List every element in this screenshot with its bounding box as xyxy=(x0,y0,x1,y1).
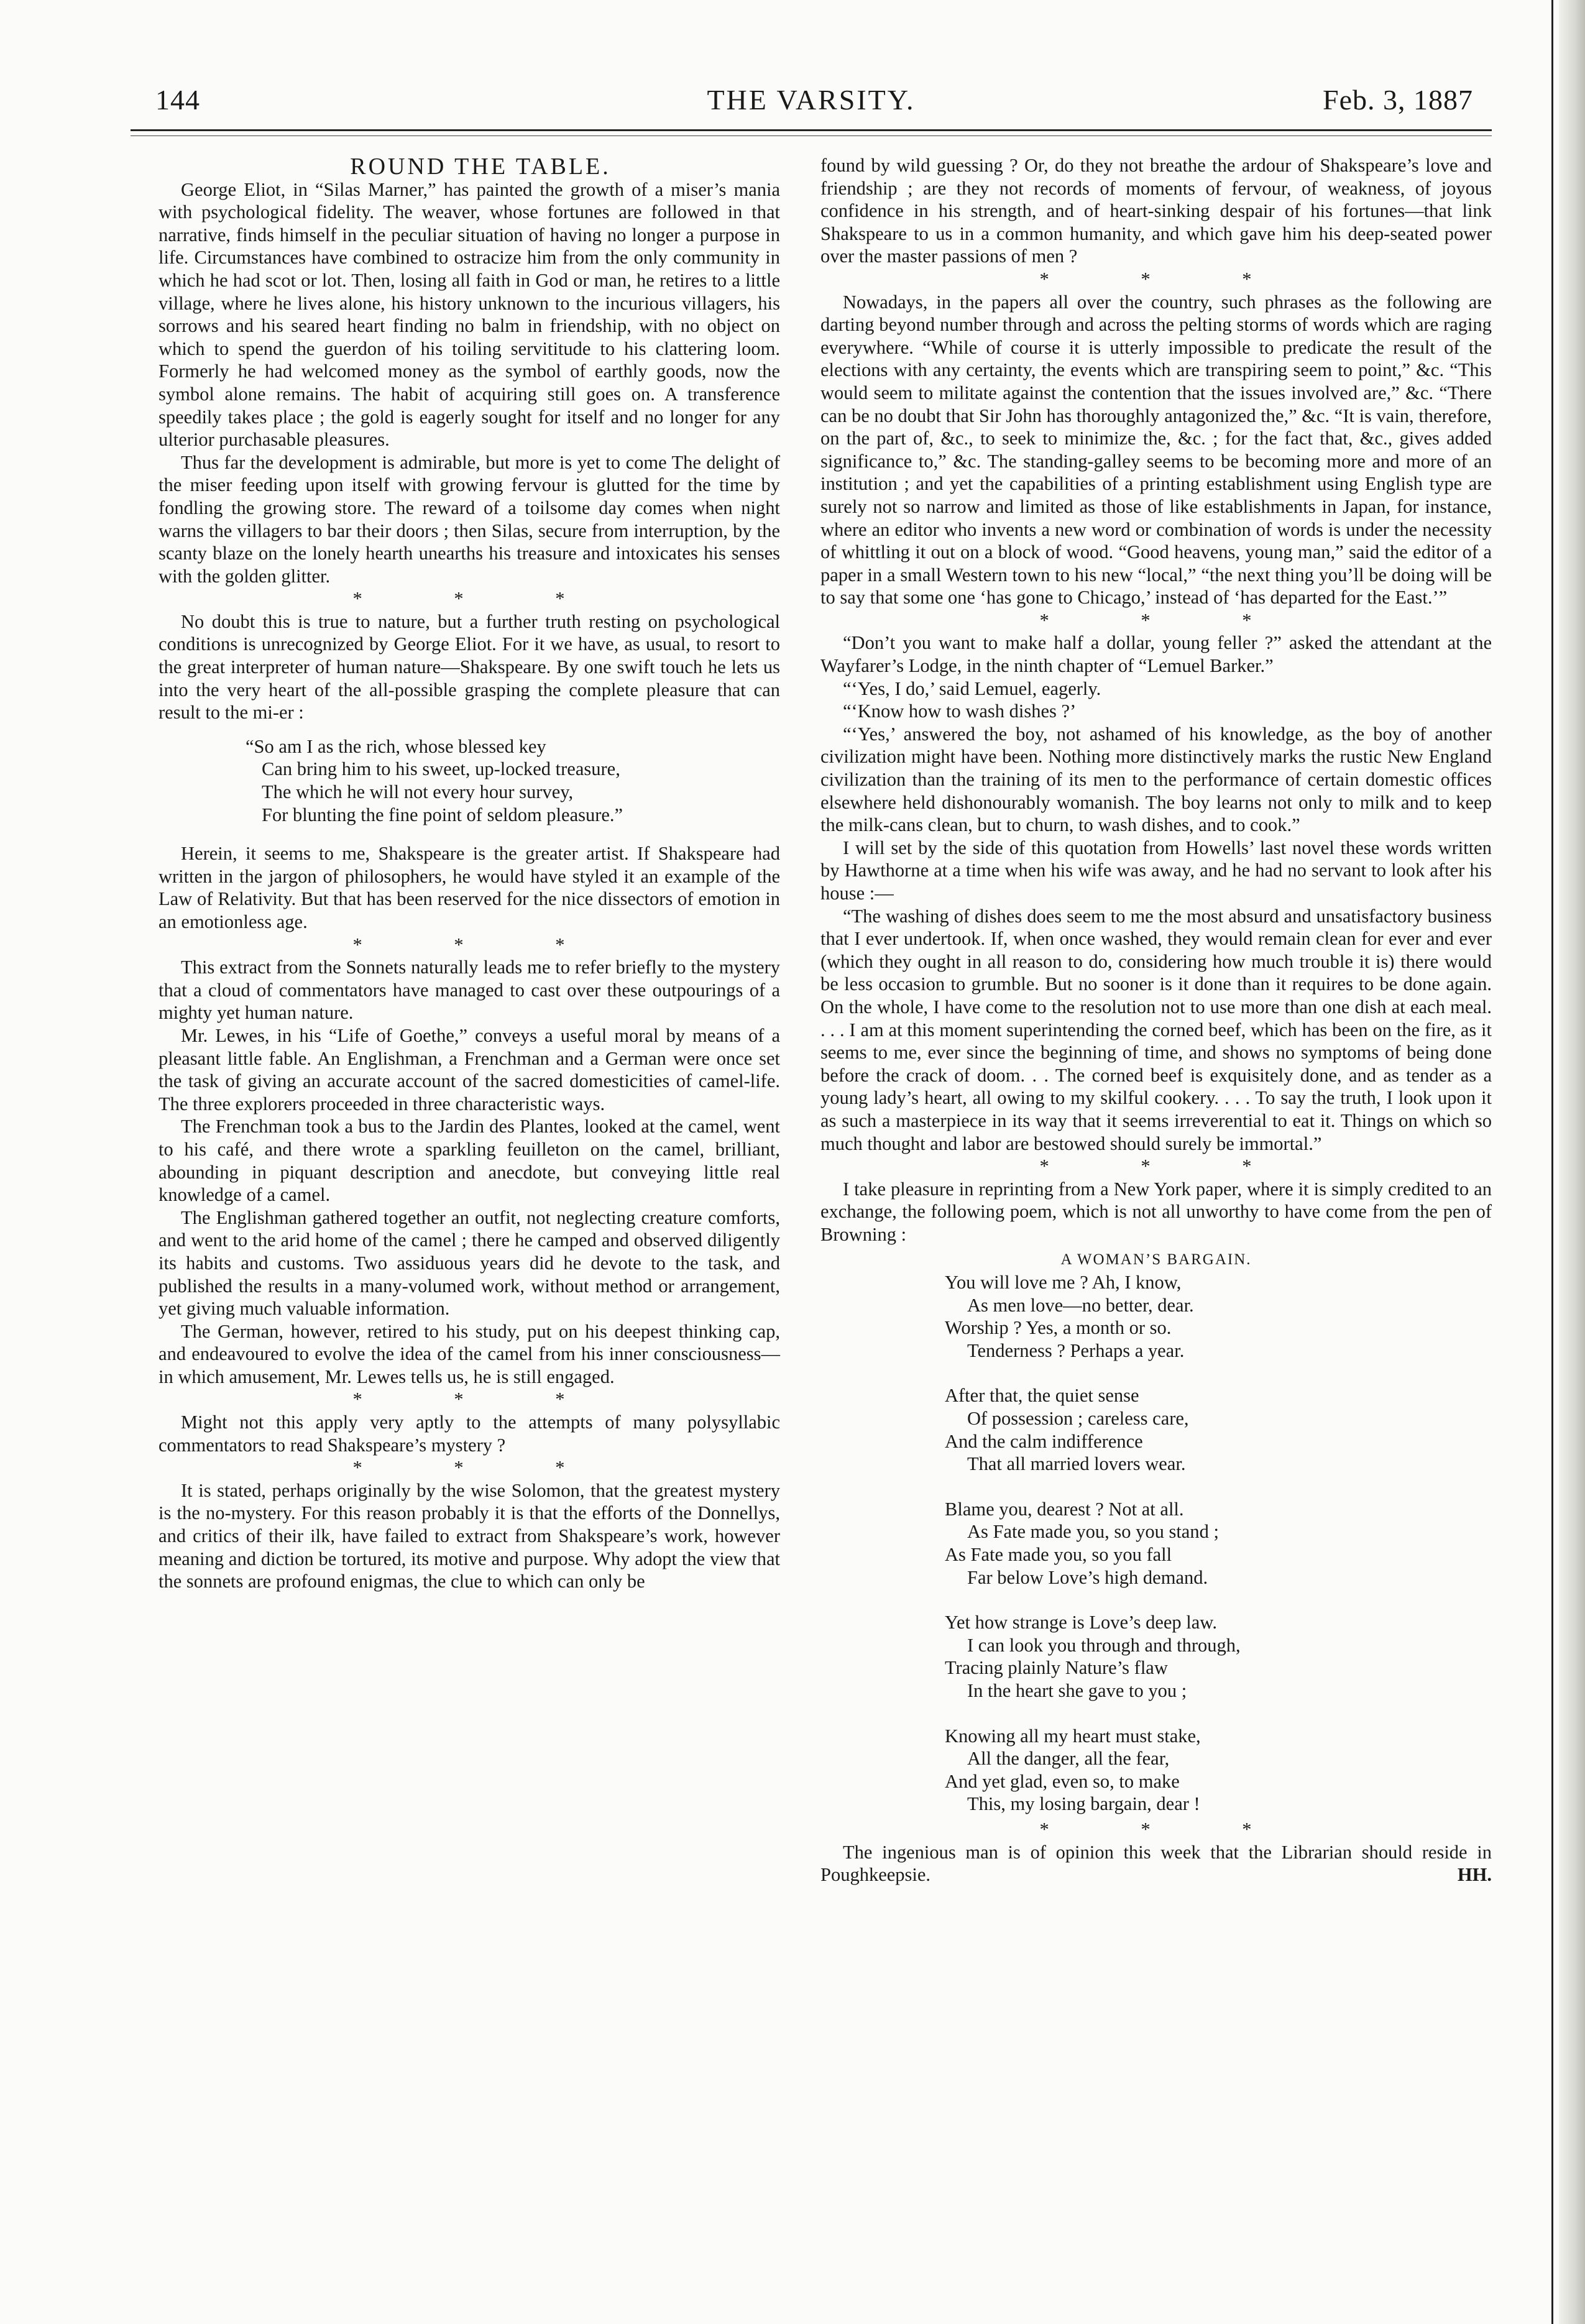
masthead-title: THE VARSITY. xyxy=(707,84,916,116)
poem-stanza xyxy=(945,1611,1492,1702)
poem-line: As Fate made you, so you stand ; xyxy=(967,1521,1219,1543)
poem-line: I can look you through and through, xyxy=(967,1634,1241,1656)
paragraph: “Don’t you want to make half a dollar, young feller ?” asked the attendant at the Wayfarer’s Lodge, in the ninth chapter of “Lemuel Barker.” xyxy=(820,632,1492,677)
paragraph: George Eliot, in “Silas Marner,” has painted the growth of a miser’s mania with psychological fidelity. The weaver, whose fortunes are followed in that narrative, finds himself in the peculiar situation of having no longer a purpose in life. Circumstances have combined to ostracize him from the only community in which he had scot or lot. Then, losing all faith in God or man, he retires to a little village, where he lives alone, his history unknown to the incurious villagers, his sorrows and his seared heart finding no balm in friendship, with no object on which to spend the guerdon of his toiling servititude to his clattering loom. Formerly he had welcomed money as the symbol of earthly goods, now the symbol alone remains. The habit of acquiring still goes on. A transference speedily takes place ; the gold is eagerly sought for itself and no longer for any ulterior purchasable pleasures. xyxy=(158,178,780,451)
header-rule-thick xyxy=(131,129,1492,131)
page-number: 144 xyxy=(155,84,200,116)
paragraph: The German, however, retired to his study, put on his deepest thinking cap, and endeavoured to evolve the idea of the camel from his inner consciousness—in which amusement, Mr. Lewes tells us, he is still engaged. xyxy=(158,1320,780,1387)
paragraph: Nowadays, in the papers all over the country, such phrases as the following are darting beyond number through and across the pelting storms of words which are raging everywhere. “While of course it is utterly impossible to predicate the result of the elections with any certainty, the events which are transpiring seem to point,” &c. “This would seem to militate against the contention that the issues involved are,” &c. “There can be no doubt that Sir John has thoroughly antagonized the,” &c. “It is vain, therefore, on the part of, &c., to seek to minimize the, &c. ; for the fact that, &c., gives added significance to,” &c. The standing-galley seems to be becoming more and more of an institution ; and yet the capabilities of a printing establishment using English type are surely not so narrow and limited as those of like establishments in Japan, for instance, where an editor who invents a new word or combination of words is under the necessity of whittling it out on a block of wood. “Good heavens, young man,” said the editor of a paper in a small Western town to his new “local,” “the next thing you’ll be doing will be to say that some one ‘has gone to Chicago,’ instead of ‘has departed for the East.’” xyxy=(820,291,1492,609)
paragraph: I take pleasure in reprinting from a New York paper, where it is simply credited to an exchange, the following poem, which is not all unworthy to have come from the pen of Browning : xyxy=(820,1178,1492,1245)
section-divider: * * * xyxy=(352,588,609,610)
paragraph: Thus far the development is admirable, but more is yet to come The delight of the miser feeding upon itself with growing fervour is glutted for the time by fondling the growing store. The reward of a toilsome day comes when night warns the villagers to bar their doors ; then Silas, secure from interruption, by the scanty blaze on the lonely hearth unearths his treasure and intoxicates his senses with the golden glitter. xyxy=(158,451,780,587)
section-divider: * * * xyxy=(352,934,609,955)
paragraph: I will set by the side of this quotation from Howells’ last novel these words written by Hawthorne at a time when his wife was away, and he had no servant to look after his house :— xyxy=(820,837,1492,904)
author-signature: HH. xyxy=(1457,1864,1492,1886)
poem-stanza xyxy=(945,1498,1492,1589)
paragraph: It is stated, perhaps originally by the wise Solomon, that the greatest mystery is the no-mystery. For this reason probably it is that the efforts of the Donnellys, and critics of their ilk, have failed to extract from Shakspeare’s work, however meaning and diction be tortured, its motive and purpose. Why adopt the view that the sonnets are profound enigmas, the clue to which can only be xyxy=(158,1479,780,1592)
poem-line: And yet glad, even so, to make xyxy=(945,1770,1180,1792)
poem-line: Tenderness ? Perhaps a year. xyxy=(967,1339,1185,1361)
paragraph: Might not this apply very aptly to the attempts of many polysyllabic commentators to read Shakspeare’s mystery ? xyxy=(158,1412,780,1456)
closing-note: The ingenious man is of opinion this week that the Librarian should reside in Poughkeepsie. xyxy=(820,1841,1492,1886)
poem-line: As men love—no better, dear. xyxy=(967,1294,1194,1316)
section-divider: * * * xyxy=(1039,268,1295,290)
paragraph xyxy=(820,1841,1492,1886)
poem xyxy=(945,1249,1492,1816)
paragraph: No doubt this is true to nature, but a further truth resting on psychological conditions is unrecognized by George Eliot. For it we have, as usual, to resort to the great interpreter of human nature—Shakspeare. By one swift touch he lets us into the very heart of the all-possible grasping the complete pleasure that can result to the mi-er : xyxy=(158,610,780,723)
poem-line: Blame you, dearest ? Not at all. xyxy=(945,1498,1184,1520)
poem-line: All the danger, all the fear, xyxy=(967,1748,1170,1770)
section-divider: * * * xyxy=(352,1389,609,1410)
poem-line: This, my losing bargain, dear ! xyxy=(967,1793,1200,1815)
section-divider: * * * xyxy=(1039,1155,1295,1177)
poem-line: And the calm indifference xyxy=(945,1430,1143,1452)
paragraph: Herein, it seems to me, Shakspeare is the greater artist. If Shakspeare had written in the jargon of philosophers, he would have styled it an example of the Law of Relativity. But that has been reserved for the nice dissectors of emotion in an emotionless age. xyxy=(158,843,780,932)
section-divider: * * * xyxy=(1039,1818,1295,1840)
poem-line: Yet how strange is Love’s deep law. xyxy=(945,1612,1217,1633)
poem-stanza xyxy=(945,1725,1492,1816)
poem-line: After that, the quiet sense xyxy=(945,1385,1139,1407)
poem-line: You will love me ? Ah, I know, xyxy=(945,1272,1182,1293)
poem-title: A WOMAN’S BARGAIN. xyxy=(1060,1251,1252,1268)
paragraph: Mr. Lewes, in his “Life of Goethe,” conveys a useful moral by means of a pleasant little fable. An Englishman, a Frenchman and a German were once set the task of giving an accurate account of the sacred domesticities of camel-life. The three explorers proceeded in three characteristic ways. xyxy=(158,1024,780,1114)
sonnet-quote xyxy=(246,735,780,826)
poem-line: That all married lovers wear. xyxy=(967,1453,1186,1475)
left-column xyxy=(158,155,780,1593)
section-divider: * * * xyxy=(352,1457,609,1479)
paragraph: “‘Yes, I do,’ said Lemuel, eagerly. xyxy=(843,677,1101,699)
poem-stanza xyxy=(945,1271,1492,1362)
paragraph: The Frenchman took a bus to the Jardin des Plantes, looked at the camel, went to his café, and there wrote a sparkling feuilleton on the camel, brilliant, abounding in piquant description and anecdote, but conveying little real knowledge of a camel. xyxy=(158,1116,780,1206)
quote-line: For blunting the fine point of seldom pleasure.” xyxy=(262,804,623,825)
paragraph: “‘Yes,’ answered the boy, not ashamed of his knowledge, as the boy of another civilization might have been. Nothing more distinctively marks the rustic New England civilization than the training of its men to the performance of certain domestic offices elsewhere held dishonourably womanish. The boy learns not only to milk and to keep the milk-cans clean, but to churn, to wash dishes, and to cook.” xyxy=(820,723,1492,836)
poem-line: Of possession ; careless care, xyxy=(967,1408,1189,1430)
paragraph: “The washing of dishes does seem to me the most absurd and unsatisfactory business that I ever undertook. If, when once washed, they would remain clean for ever and ever (which they ought in all reason to do, considering how much trouble it is) there would be less occasion to grumble. But no sooner is it done than it requires to be done again. On the whole, I have come to the resolution not to use more than one dish at each meal. . . . I am at this moment superintending the corned beef, which has been on the fire, as it seems to me, ever since the beginning of time, and shows no symptoms of being done before the crack of doom. . . The corned beef is exquisitely done, and as tender as a young lady’s heart, all owing to my skilful cookery. . . . To say the truth, I look upon it as such a masterpiece in its way that it seems irreverential to eat it. Things on which so much thought and labor are bestowed should surely be immortal.” xyxy=(820,905,1492,1154)
quote-line: “So am I as the rich, whose blessed key xyxy=(246,735,546,757)
issue-date: Feb. 3, 1887 xyxy=(1323,84,1473,116)
page-edge-line xyxy=(1551,0,1553,2324)
paragraph: This extract from the Sonnets naturally leads me to refer briefly to the mystery that a cloud of commentators have managed to cast over these outpourings of a mighty yet human nature. xyxy=(158,957,780,1024)
quote-line: The which he will not every hour survey, xyxy=(262,781,574,803)
poem-line: Worship ? Yes, a month or so. xyxy=(945,1317,1172,1339)
poem-line: Far below Love’s high demand. xyxy=(967,1566,1208,1588)
paragraph: found by wild guessing ? Or, do they not breathe the ardour of Shakspeare’s love and friendship ; are they not records of moments of fervour, of weakness, of joyous confidence in his strength, and of heart-sinking despair of his fortunes—that link Shakspeare to us in a common humanity, and which gave him his deep-seated power over the master passions of men ? xyxy=(820,155,1492,267)
section-title: ROUND THE TABLE. xyxy=(350,154,611,180)
quote-line: Can bring him to his sweet, up-locked treasure, xyxy=(262,758,620,780)
poem-line: Tracing plainly Nature’s flaw xyxy=(945,1657,1168,1679)
poem-stanza xyxy=(945,1384,1492,1475)
poem-line: As Fate made you, so you fall xyxy=(945,1544,1172,1566)
poem-line: In the heart she gave to you ; xyxy=(967,1680,1187,1701)
page-binding-edge xyxy=(1559,0,1585,2324)
header-rule-thin xyxy=(131,135,1492,136)
right-column xyxy=(820,154,1492,1886)
section-divider: * * * xyxy=(1039,609,1295,631)
poem-line: Knowing all my heart must stake, xyxy=(945,1725,1201,1747)
paragraph: “‘Know how to wash dishes ?’ xyxy=(843,700,1077,722)
page-header xyxy=(131,80,1492,123)
paragraph: The Englishman gathered together an outfit, not neglecting creature comforts, and went to the arid home of the camel ; there he camped and observed diligently its habits and customs. Two assiduous years did he devote to the task, and published the results in a many-volumed work, without method or arrangement, yet giving much valuable information. xyxy=(158,1206,780,1320)
